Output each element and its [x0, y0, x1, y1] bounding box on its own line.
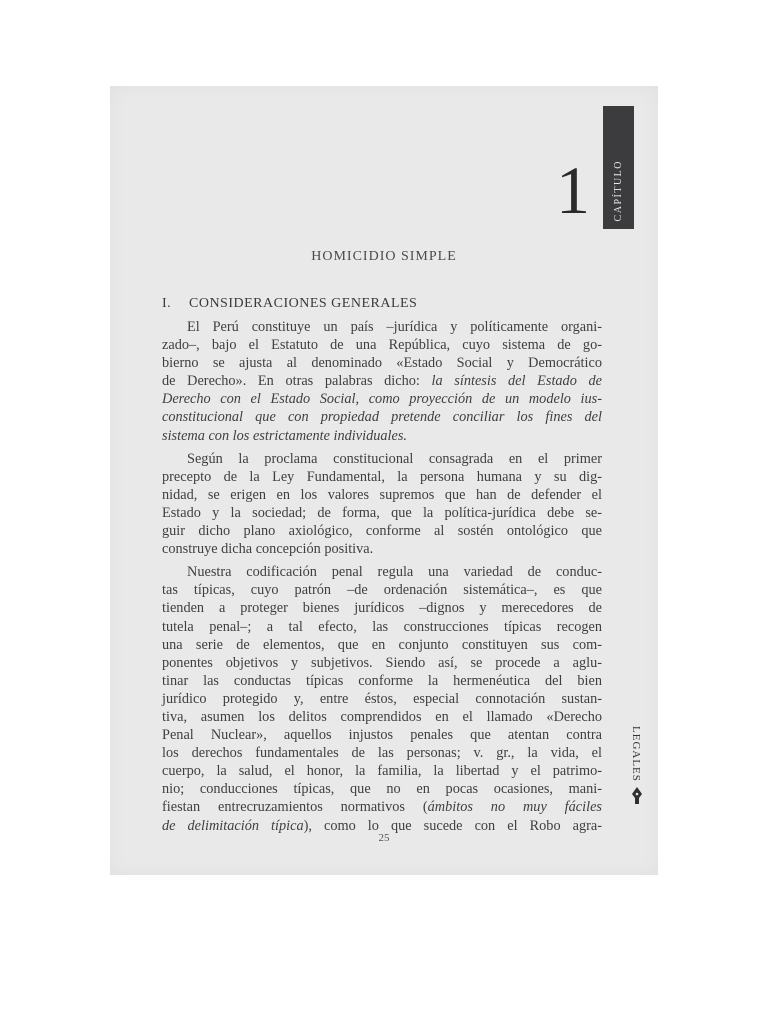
- text-run: ), como lo que sucede con el Robo agra-: [303, 817, 602, 834]
- section-title: CONSIDERACIONES GENERALES: [189, 296, 418, 311]
- text-line: El Perú constituye un país –jurídica y políticamente organi-: [187, 319, 602, 335]
- text-line: cuerpo, la salud, el honor, la familia, la libertad y el patrimo-: [162, 763, 602, 780]
- text-line: Según la proclama constitucional consagrada en el primer: [187, 450, 602, 467]
- chapter-title: HOMICIDIO SIMPLE: [311, 249, 457, 264]
- text-line: bierno se ajusta al denominado «Estado Social y Democrático: [162, 355, 602, 372]
- text-line: [162, 372, 602, 390]
- text-line: Derecho con el Estado Social, como proyección de un modelo ius-: [162, 391, 602, 408]
- text-line: los derechos fundamentales de las personas; v. gr., la vida, el: [162, 745, 602, 762]
- italic-run: de delimitación típica: [162, 817, 304, 834]
- body-text: [162, 318, 602, 835]
- text-line: Nuestra codificación penal regula una variedad de conduc-: [187, 564, 602, 581]
- text-line: precepto de la Ley Fundamental, la persona humana y su dig-: [162, 468, 602, 485]
- text-line: una serie de elementos, que en conjunto constituyen sus com-: [162, 636, 602, 653]
- text-line: guir dicho plano axiológico, conforme al sostén ontológico que: [162, 523, 602, 540]
- text-line: tienden a proteger bienes jurídicos –dignos y merecedores de: [162, 600, 602, 617]
- text-run: fiestan entrecruzamientos normativos (: [162, 799, 428, 816]
- italic-run: la síntesis del Estado de: [431, 373, 602, 390]
- pen-nib-icon: [630, 786, 644, 806]
- chapter-tab: [603, 106, 634, 229]
- text-line: tas típicas, cuyo patrón –de ordenación sistemática–, es que: [162, 582, 602, 599]
- publisher-side-label: LEGALES: [630, 726, 642, 782]
- text-line: zado–, bajo el Estatuto de una República, cuyo sistema de go-: [162, 337, 602, 354]
- text-line: [162, 798, 602, 816]
- chapter-number: 1: [556, 152, 590, 228]
- text-line: tinar las conductas típicas conforme la hermenéutica del bien: [162, 672, 602, 689]
- text-line: constitucional que con propiedad pretende conciliar los fines del: [162, 409, 602, 426]
- text-line: construye dicha concepción positiva.: [162, 541, 374, 558]
- text-line: tiva, asumen los delitos comprendidos en el llamado «Derecho: [162, 708, 602, 725]
- chapter-tab-label: CAPÍTULO: [613, 159, 624, 221]
- text-run: de Derecho». En otras palabras dicho:: [162, 373, 432, 390]
- book-page: [110, 86, 658, 875]
- text-line: Estado y la sociedad; de forma, que la política-jurídica debe se-: [162, 504, 602, 521]
- text-line: jurídico protegido y, entre éstos, especial connotación sustan-: [162, 690, 602, 707]
- text-line: sistema con los estrictamente individuales.: [162, 427, 407, 444]
- text-line: nidad, se erigen en los valores supremos que han de defender el: [162, 486, 602, 503]
- text-line: nio; conducciones típicas, que no en pocas ocasiones, mani-: [162, 781, 602, 798]
- page-number: 25: [378, 832, 390, 844]
- italic-run: ámbitos no muy fáciles: [427, 799, 602, 816]
- text-line: tutela penal–; a tal efecto, las construcciones típicas recogen: [162, 618, 602, 635]
- text-line: Penal Nuclear», aquellos injustos penales que atentan contra: [162, 727, 602, 744]
- section-heading: [162, 296, 417, 312]
- text-line: ponentes objetivos y subjetivos. Siendo así, se procede a aglu-: [162, 654, 602, 671]
- section-number: I.: [162, 296, 172, 311]
